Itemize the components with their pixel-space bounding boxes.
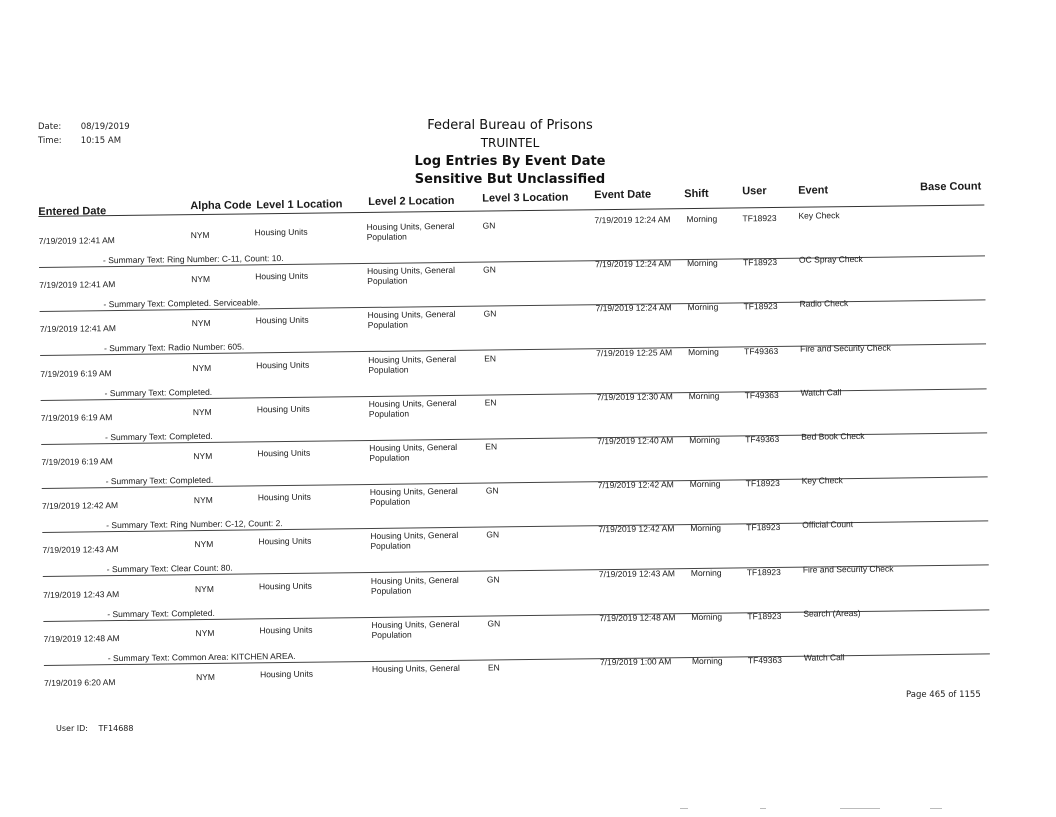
level3-cell: EN bbox=[484, 353, 497, 364]
entered-date-cell: 7/19/2019 6:19 AM bbox=[40, 411, 113, 423]
level1-cell: Housing Units bbox=[259, 668, 314, 680]
user-cell: TF18923 bbox=[743, 301, 778, 312]
col-event-date: Event Date bbox=[594, 188, 652, 202]
entered-date-cell: 7/19/2019 12:48 AM bbox=[43, 632, 120, 644]
col-entered-date: Entered Date bbox=[38, 205, 107, 218]
user-cell: TF18923 bbox=[746, 522, 781, 533]
shift-cell: Morning bbox=[689, 478, 721, 490]
level2-cell: Housing Units, General Population bbox=[367, 265, 456, 287]
alpha-code-cell: NYM bbox=[193, 495, 213, 506]
time-label: Time: bbox=[38, 136, 62, 146]
level3-cell: GN bbox=[486, 573, 500, 585]
event-cell: Watch Call bbox=[803, 652, 845, 663]
event-cell: Fire and Security Check bbox=[802, 563, 894, 575]
col-alpha-code: Alpha Code bbox=[190, 199, 252, 213]
event-date-cell: 7/19/2019 12:24 AM bbox=[595, 302, 672, 314]
summary-text: - Summary Text: Ring Number: C-12, Count: 2. bbox=[106, 518, 283, 531]
agency-title: Federal Bureau of Prisons bbox=[427, 118, 593, 133]
log-table bbox=[38, 170, 990, 692]
shift-cell: Morning bbox=[690, 567, 722, 578]
system-title: TRUINTEL bbox=[480, 136, 540, 150]
event-cell: Fire and Security Check bbox=[800, 342, 891, 354]
level2-cell: Housing Units, General Population bbox=[369, 441, 458, 463]
shift-cell: Morning bbox=[686, 257, 718, 269]
shift-cell: Morning bbox=[689, 434, 720, 446]
level3-cell: EN bbox=[487, 662, 500, 673]
summary-text: - Summary Text: Completed. bbox=[107, 607, 215, 619]
event-cell: Bed Book Check bbox=[801, 430, 865, 442]
entered-date-cell: 7/19/2019 12:42 AM bbox=[41, 500, 119, 512]
alpha-code-cell: NYM bbox=[195, 671, 216, 683]
event-date-cell: 7/19/2019 1:00 AM bbox=[599, 656, 672, 668]
alpha-code-cell: NYM bbox=[194, 539, 214, 550]
shift-cell: Morning bbox=[686, 213, 718, 225]
scan-speck bbox=[680, 808, 688, 809]
alpha-code-cell: NYM bbox=[194, 583, 214, 594]
level1-cell: Housing Units bbox=[259, 624, 313, 636]
user-cell: TF49363 bbox=[747, 654, 782, 666]
level2-cell: Housing Units, General Population bbox=[369, 486, 458, 508]
shift-cell: Morning bbox=[691, 611, 723, 622]
date-label: Date: bbox=[38, 122, 62, 132]
entered-date-cell: 7/19/2019 12:41 AM bbox=[38, 235, 115, 246]
level1-cell: Housing Units bbox=[256, 359, 310, 370]
col-user: User bbox=[742, 185, 767, 198]
level1-cell: Housing Units bbox=[257, 491, 311, 503]
level3-cell: GN bbox=[486, 529, 500, 540]
entered-date-cell: 7/19/2019 6:20 AM bbox=[44, 677, 116, 688]
entered-date-cell: 7/19/2019 6:19 AM bbox=[40, 367, 112, 379]
level3-cell: EN bbox=[484, 397, 497, 408]
user-cell: TF49363 bbox=[744, 389, 779, 401]
user-id-label: User ID: bbox=[56, 724, 88, 733]
event-date-cell: 7/19/2019 12:25 AM bbox=[596, 346, 673, 358]
summary-text: - Summary Text: Completed. bbox=[105, 474, 214, 487]
event-date-cell: 7/19/2019 12:24 AM bbox=[594, 214, 671, 226]
level1-cell: Housing Units bbox=[255, 270, 309, 282]
entered-date-cell: 7/19/2019 12:43 AM bbox=[42, 588, 120, 600]
col-level2: Level 2 Location bbox=[368, 194, 455, 208]
shift-cell: Morning bbox=[691, 655, 723, 667]
level1-cell: Housing Units bbox=[258, 536, 312, 547]
user-cell: TF18923 bbox=[742, 257, 778, 268]
event-cell: Radio Check bbox=[799, 298, 849, 310]
summary-text: - Summary Text: Clear Count: 80. bbox=[106, 563, 233, 575]
event-date-cell: 7/19/2019 12:24 AM bbox=[594, 258, 672, 270]
event-date-cell: 7/19/2019 12:42 AM bbox=[597, 479, 674, 491]
level2-cell: Housing Units, General Population bbox=[366, 220, 455, 242]
shift-cell: Morning bbox=[688, 390, 720, 401]
report-date bbox=[38, 122, 130, 132]
report-time bbox=[38, 136, 121, 146]
alpha-code-cell: NYM bbox=[192, 362, 212, 373]
event-cell: Search (Areas) bbox=[803, 607, 861, 619]
event-date-cell: 7/19/2019 12:43 AM bbox=[598, 567, 675, 579]
level3-cell: GN bbox=[483, 308, 497, 319]
event-cell: Official Count bbox=[802, 519, 854, 531]
level3-cell: GN bbox=[485, 485, 499, 496]
scan-speck bbox=[760, 808, 766, 809]
event-cell: Watch Call bbox=[800, 386, 842, 398]
entered-date-cell: 7/19/2019 12:41 AM bbox=[39, 279, 116, 291]
col-shift: Shift bbox=[684, 187, 709, 201]
level3-cell: GN bbox=[487, 618, 501, 629]
level1-cell: Housing Units bbox=[255, 315, 309, 326]
scan-speck bbox=[930, 808, 942, 809]
date-value: 08/19/2019 bbox=[80, 122, 130, 132]
summary-text: - Summary Text: Ring Number: C-11, Count: 10. bbox=[102, 253, 284, 266]
scan-speck bbox=[840, 808, 880, 809]
event-date-cell: 7/19/2019 12:42 AM bbox=[598, 523, 675, 535]
event-cell: Key Check bbox=[798, 210, 840, 221]
classification-title: Sensitive But Unclassified bbox=[414, 172, 606, 187]
level2-cell: Housing Units, General Population bbox=[368, 353, 457, 375]
level3-cell: GN bbox=[482, 220, 496, 231]
user-cell: TF18923 bbox=[747, 610, 782, 622]
level2-cell: Housing Units, General Population bbox=[370, 574, 459, 596]
summary-text: - Summary Text: Common Area: KITCHEN AREA. bbox=[107, 650, 296, 663]
user-id bbox=[56, 724, 133, 733]
level1-cell: Housing Units bbox=[254, 226, 308, 238]
entered-date-cell: 7/19/2019 12:43 AM bbox=[42, 544, 119, 556]
alpha-code-cell: NYM bbox=[195, 627, 215, 638]
level1-cell: Housing Units bbox=[258, 580, 312, 591]
summary-text: - Summary Text: Completed. bbox=[104, 386, 213, 398]
time-value: 10:15 AM bbox=[80, 136, 122, 146]
shift-cell: Morning bbox=[690, 523, 722, 534]
user-cell: TF18923 bbox=[746, 566, 781, 577]
page-number: Page 465 of 1155 bbox=[906, 690, 981, 700]
user-id-value: TF14688 bbox=[98, 724, 134, 733]
level3-cell: EN bbox=[485, 441, 498, 452]
summary-text: - Summary Text: Completed. Serviceable. bbox=[103, 297, 261, 310]
alpha-code-cell: NYM bbox=[191, 318, 211, 329]
entered-date-cell: 7/19/2019 6:19 AM bbox=[41, 456, 113, 467]
alpha-code-cell: NYM bbox=[193, 450, 213, 462]
level3-cell: GN bbox=[483, 264, 496, 275]
shift-cell: Morning bbox=[688, 346, 719, 357]
level1-cell: Housing Units bbox=[256, 403, 310, 415]
event-date-cell: 7/19/2019 12:40 AM bbox=[597, 435, 674, 447]
level2-cell: Housing Units, General Population bbox=[371, 618, 460, 640]
report-title: Log Entries By Event Date bbox=[414, 154, 606, 169]
event-cell: OC Spray Check bbox=[798, 254, 863, 265]
shift-cell: Morning bbox=[687, 302, 719, 313]
summary-text: - Summary Text: Radio Number: 605. bbox=[103, 341, 245, 354]
col-level3: Level 3 Location bbox=[482, 191, 569, 205]
entered-date-cell: 7/19/2019 12:41 AM bbox=[39, 323, 116, 335]
col-event: Event bbox=[798, 184, 829, 197]
event-date-cell: 7/19/2019 12:48 AM bbox=[599, 612, 676, 623]
user-cell: TF18923 bbox=[745, 478, 780, 489]
level2-cell: Housing Units, General Population bbox=[368, 397, 457, 419]
level2-cell: Housing Units, General bbox=[371, 662, 460, 674]
user-cell: TF49363 bbox=[745, 433, 780, 445]
alpha-code-cell: NYM bbox=[190, 229, 210, 241]
col-level1: Level 1 Location bbox=[256, 198, 343, 212]
alpha-code-cell: NYM bbox=[192, 406, 212, 417]
user-cell: TF49363 bbox=[744, 345, 779, 356]
summary-text: - Summary Text: Completed. bbox=[105, 430, 213, 442]
user-cell: TF18923 bbox=[742, 212, 777, 224]
event-date-cell: 7/19/2019 12:30 AM bbox=[596, 391, 673, 402]
col-base-count: Base Count bbox=[920, 180, 982, 194]
event-cell: Key Check bbox=[801, 475, 843, 486]
level2-cell: Housing Units, General Population bbox=[367, 309, 456, 331]
level1-cell: Housing Units bbox=[257, 447, 311, 459]
alpha-code-cell: NYM bbox=[191, 274, 211, 285]
level2-cell: Housing Units, General Population bbox=[370, 530, 459, 552]
